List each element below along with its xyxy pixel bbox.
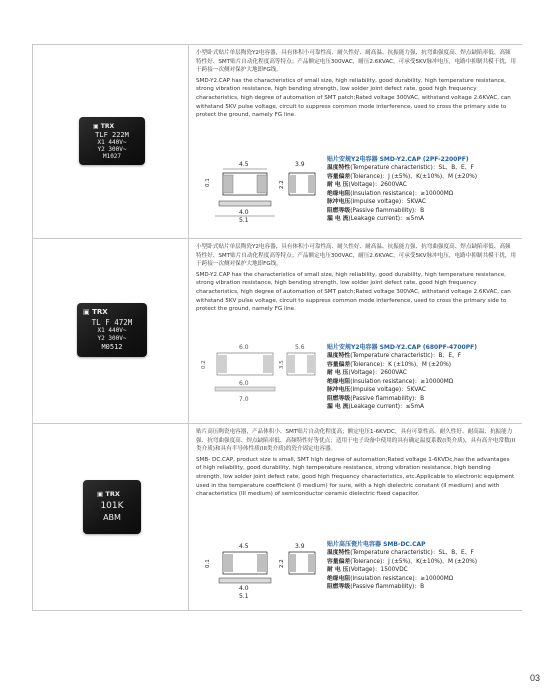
spec-line: 耐 电 压(Voltage)：1500VDC [327, 567, 408, 573]
dim-side-width: 3.9 [295, 543, 305, 550]
dim-height: 0.1 [205, 559, 211, 568]
trx-logo-icon: ▣ TRX [83, 308, 108, 316]
spec-list [327, 343, 527, 412]
chip-marking: TL F 472M [91, 318, 133, 327]
dim-outer: 5.1 [239, 217, 249, 223]
chip-marking: ABM [103, 513, 121, 522]
dim-height: 0.2 [201, 360, 207, 369]
spec-title: 贴片安规Y2电容器 SMD-Y2.CAP (680PF-4700PF) [327, 344, 477, 351]
spec-line: 脉冲电压(Impulse voltage)：5KVAC [327, 199, 426, 205]
spec-line: 脉冲电压(Impulse voltage)：5KVAC [327, 387, 426, 393]
capacitor-chip-image [79, 117, 145, 165]
product-description [189, 239, 522, 423]
capacitor-chip-image [83, 480, 141, 534]
dimension-drawing [195, 157, 325, 223]
dim-side-width: 3.9 [295, 161, 305, 168]
spec-line: 绝缘电阻(Insulation resistance)：≥10000MΩ [327, 190, 454, 197]
dim-side-height: 2.2 [279, 180, 285, 189]
chip-marking: TLF 222M [95, 131, 129, 139]
chip-marking: Y2 300V~ [97, 146, 127, 153]
dim-top-width: 6.0 [239, 344, 249, 351]
product-table [32, 44, 522, 611]
description-en: SMD-Y2.CAP has the characteristics of small size, high reliability, good durability, high temperature resistance, strong vibration resistance, high bending strength, low solder joint defect rate, good high frequency characteristics, high degree of automation of SMT patch;Rated voltage 300VAC, withstand voltage 2.6KVAC, can withstand 5KV pulse voltage, circuit to suppress common mode interference, used to cross the primary side to protect the ground, namely FG line. [196, 77, 511, 119]
spec-line: 耐 电 压(Voltage)：2600VAC [327, 370, 407, 376]
product-description [189, 424, 522, 610]
spec-line: 容量偏差(Tolerance)：K (±10%)，M (±20%) [327, 361, 451, 368]
chip-marking: M1027 [102, 153, 122, 160]
dim-top-width: 4.5 [239, 161, 249, 168]
product-image-cell [32, 424, 189, 610]
spec-line: 绝缘电阻(Insulation resistance)：≥10000MΩ [327, 575, 454, 582]
description-en: SMB- DC.CAP, product size is small, SMT high degree of automation;Rated voltage 1-6KVDc,has the advantages of high reliability, good durability, high temperature resistance, strong vibration resistance, high bending strength, low solder joint defect rate, good high frequency characteristics, etc.Applicable to electronic equipment used in the temperature coefficient (I medium) for sure, with a high dielectric constant (II medium) and with characteristics (III medium) of semiconductor ceramic dielectric fixed capacitor. [196, 456, 515, 498]
chip-marking: 101K [100, 501, 124, 511]
spec-line: 阻燃等级(Passive flammability)：B [327, 395, 425, 402]
dim-inner: 4.0 [239, 585, 249, 592]
dim-side-width: 5.6 [295, 344, 305, 351]
dim-outer: 7.0 [239, 396, 249, 403]
dim-outer: 5.1 [239, 593, 249, 600]
spec-list [327, 540, 527, 592]
dim-side-height: 3.5 [279, 360, 285, 369]
spec-line: 漏 电 流(Leakage current)：≤5mA [327, 404, 424, 410]
chip-marking: Y2 300V~ [97, 335, 127, 342]
dimension-drawing [195, 540, 325, 600]
product-image-cell [32, 45, 189, 238]
spec-line: 阻燃等级(Passive flammability)：B [327, 207, 425, 214]
dim-top-width: 4.5 [239, 543, 249, 550]
product-row-1 [32, 45, 522, 239]
product-description [189, 45, 522, 238]
spec-title: 贴片高压瓷片电容器 SMB-DC.CAP [327, 541, 426, 548]
description-cn: 小型卧式贴片单层陶瓷Y2电容器，具有体积小可靠性高、耐久性好、耐高温、抗振能力强、抗弯曲强度高、焊点缺陷率低、高频特性好、SMT贴片自动化程度高等特点；产品额定电压300VAC，耐压2.6KVAC，可承受5KV脉冲电压，电路中抑制共模干扰，用于跨接一次侧对保护大地即FG线。 [196, 244, 517, 268]
spec-line: 温度特性(Temperature characteristic)：SL、B、E、F [327, 165, 474, 171]
spec-line: 容量偏差(Tolerance)：J (±5%)，K(±10%)，M (±20%) [327, 173, 478, 180]
chip-marking: X1 440V~ [97, 327, 127, 334]
spec-line: 阻燃等级(Passive flammability)：B [327, 584, 425, 590]
product-image-cell [32, 239, 189, 423]
spec-line: 绝缘电阻(Insulation resistance)：≥10000MΩ [327, 378, 454, 385]
description-en: SMD-Y2.CAP has the characteristics of small size, high reliability, good durability, high temperature resistance, strong vibration resistance, high bending strength, low solder joint defect rate, good high frequency characteristics, high degree of automation of SMT patch;Rated voltage 300VAC, withstand voltage 2.6KVAC, can withstand 5KV pulse voltage, circuit to suppress common mode interference, used to cross the primary side to protect the ground, namely FG line. [196, 271, 511, 313]
trx-logo-icon: ▣ TRX [93, 123, 115, 130]
chip-marking: M0512 [101, 343, 123, 351]
dim-height: 0.1 [205, 178, 211, 187]
spec-list [327, 155, 527, 224]
dim-inner: 4.0 [239, 209, 249, 216]
spec-line: 温度特性(Temperature characteristic)：SL、B、E、F [327, 550, 474, 556]
chip-marking: X1 440V~ [97, 139, 127, 146]
description-cn: 贴片高压陶瓷电容器，产品体积小、SMT贴片自动化程度高；额定电压1-6KVDC，具有可靠性高、耐久性好、耐高温、抗振能力强、抗弯曲强度高、焊点缺陷率低、高频特性好等优点；适用于电子设备中使用的具有确定温度系数(I类介质)，具有高介电常数(II类介质)和具有半导体性质(III类介质)的瓷介固定电容器。 [196, 429, 516, 453]
trx-logo-icon: ▣ TRX [97, 490, 120, 498]
capacitor-chip-image [77, 303, 147, 357]
dim-side-height: 2.2 [279, 559, 285, 568]
page-number: 03 [529, 673, 540, 683]
dimension-drawing [195, 341, 325, 405]
description-cn: 小型卧式贴片单层陶瓷Y2电容器，具有体积小可靠性高、耐久性好、耐高温、抗振能力强、抗弯曲强度高、焊点缺陷率低、高频特性好、SMT贴片自动化程度高等特点；产品额定电压300VAC，耐压2.6KVAC，可承受5KV脉冲电压，电路中抑制共模干扰，用于跨接一次侧对保护大地即FG线。 [196, 50, 517, 74]
spec-line: 漏 电 流(Leakage current)：≤5mA [327, 216, 424, 222]
dim-inner: 6.0 [239, 380, 249, 387]
product-row-2 [32, 239, 522, 424]
product-row-3 [32, 424, 522, 611]
spec-line: 温度特性(Temperature characteristic)：B、E、F [327, 353, 462, 359]
spec-title: 贴片安规Y2电容器 SMD-Y2.CAP (2PF-2200PF) [327, 156, 469, 163]
spec-line: 耐 电 压(Voltage)：2600VAC [327, 182, 407, 188]
spec-line: 容量偏差(Tolerance)：J (±5%)，K(±10%)，M (±20%) [327, 558, 478, 565]
